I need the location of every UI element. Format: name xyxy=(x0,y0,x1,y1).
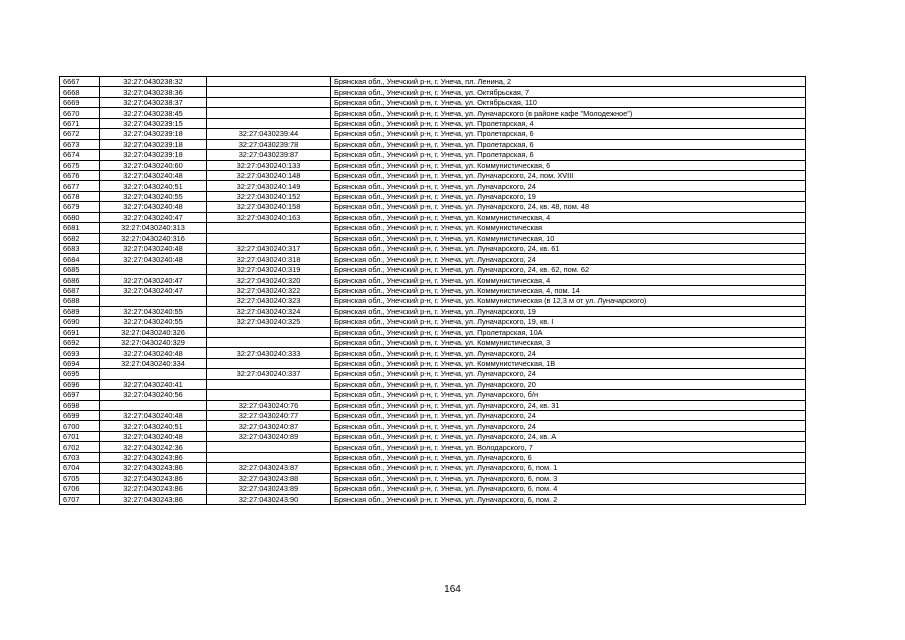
row-number-cell: 6670 xyxy=(60,108,100,118)
address-cell: Брянская обл., Унечский р-н, г. Унеча, ул. Пролетарская, 4 xyxy=(331,118,806,128)
table-row xyxy=(60,484,806,494)
address-cell: Брянская обл., Унечский р-н, г. Унеча, ул. Луначарского, 24, кв. А xyxy=(331,431,806,441)
address-cell: Брянская обл., Унечский р-н, г. Унеча, ул. Володарского, 7 xyxy=(331,442,806,452)
address-cell: Брянская обл., Унечский р-н, г. Унеча, ул. Луначарского, 24, кв. 62, пом. 62 xyxy=(331,264,806,274)
linked-cadastral-number-cell: 32:27:0430240:148 xyxy=(207,170,331,180)
address-cell: Брянская обл., Унечский р-н, г. Унеча, ул. Луначарского, 24 xyxy=(331,411,806,421)
linked-cadastral-number-cell: 32:27:0430240:149 xyxy=(207,181,331,191)
cadastral-number-cell: 32:27:0430240:48 xyxy=(100,431,207,441)
cadastral-number-cell: 32:27:0430243:86 xyxy=(100,494,207,504)
cadastral-number-cell: 32:27:0430243:86 xyxy=(100,484,207,494)
linked-cadastral-number-cell xyxy=(207,337,331,347)
table-row xyxy=(60,285,806,295)
table-row xyxy=(60,379,806,389)
row-number-cell: 6675 xyxy=(60,160,100,170)
address-cell: Брянская обл., Унечский р-н, г. Унеча, ул. Луначарского (в районе кафе "Молодежное") xyxy=(331,108,806,118)
address-cell: Брянская обл., Унечский р-н, г. Унеча, ул. Октябрьская, 7 xyxy=(331,87,806,97)
address-cell: Брянская обл., Унечский р-н, г. Унеча, ул. Луначарского, б/н xyxy=(331,390,806,400)
linked-cadastral-number-cell: 32:27:0430240:324 xyxy=(207,306,331,316)
page-number: 164 xyxy=(444,584,461,595)
cadastral-number-cell: 32:27:0430240:47 xyxy=(100,275,207,285)
row-number-cell: 6692 xyxy=(60,337,100,347)
table-row xyxy=(60,108,806,118)
table-row xyxy=(60,264,806,274)
row-number-cell: 6704 xyxy=(60,463,100,473)
cadastral-number-cell: 32:27:0430240:316 xyxy=(100,233,207,243)
address-cell: Брянская обл., Унечский р-н, г. Унеча, ул. Пролетарская, 6 xyxy=(331,139,806,149)
address-cell: Брянская обл., Унечский р-н, г. Унеча, ул. Пролетарская, 10А xyxy=(331,327,806,337)
address-cell: Брянская обл., Унечский р-н, г. Унеча, ул. Коммунистическая, 4, пом. 14 xyxy=(331,285,806,295)
cadastral-number-cell: 32:27:0430240:313 xyxy=(100,223,207,233)
table-row xyxy=(60,191,806,201)
cadastral-number-cell xyxy=(100,296,207,306)
table-row xyxy=(60,431,806,441)
table-row xyxy=(60,202,806,212)
address-cell: Брянская обл., Унечский р-н, г. Унеча, пл. Ленина, 2 xyxy=(331,77,806,87)
cadastral-number-cell xyxy=(100,264,207,274)
linked-cadastral-number-cell: 32:27:0430240:320 xyxy=(207,275,331,285)
linked-cadastral-number-cell xyxy=(207,390,331,400)
table-row xyxy=(60,400,806,410)
cadastral-number-cell: 32:27:0430240:47 xyxy=(100,285,207,295)
cadastral-number-cell: 32:27:0430240:51 xyxy=(100,421,207,431)
address-cell: Брянская обл., Унечский р-н, г. Унеча, ул. Коммунистическая xyxy=(331,223,806,233)
cadastral-number-cell xyxy=(100,369,207,379)
address-cell: Брянская обл., Унечский р-н, г. Унеча, ул. Луначарского, 6 xyxy=(331,452,806,462)
linked-cadastral-number-cell: 32:27:0430240:152 xyxy=(207,191,331,201)
address-cell: Брянская обл., Унечский р-н, г. Унеча, ул. Луначарского, 24, кв. 48, пом. 48 xyxy=(331,202,806,212)
row-number-cell: 6669 xyxy=(60,97,100,107)
linked-cadastral-number-cell xyxy=(207,233,331,243)
row-number-cell: 6697 xyxy=(60,390,100,400)
cadastral-number-cell: 32:27:0430239:15 xyxy=(100,118,207,128)
table-row xyxy=(60,233,806,243)
row-number-cell: 6687 xyxy=(60,285,100,295)
linked-cadastral-number-cell: 32:27:0430240:333 xyxy=(207,348,331,358)
cadastral-number-cell: 32:27:0430240:334 xyxy=(100,358,207,368)
linked-cadastral-number-cell: 32:27:0430240:77 xyxy=(207,411,331,421)
table-row xyxy=(60,118,806,128)
row-number-cell: 6701 xyxy=(60,431,100,441)
row-number-cell: 6685 xyxy=(60,264,100,274)
address-cell: Брянская обл., Унечский р-н, г. Унеча, ул. Коммунистическая, 4 xyxy=(331,275,806,285)
address-cell: Брянская обл., Унечский р-н, г. Унеча, ул. Луначарского, 19 xyxy=(331,191,806,201)
table-row xyxy=(60,296,806,306)
cadastral-number-cell: 32:27:0430240:48 xyxy=(100,411,207,421)
address-cell: Брянская обл., Унечский р-н, г. Унеча, ул. Луначарского, 19 xyxy=(331,306,806,316)
address-cell: Брянская обл., Унечский р-н, г. Унеча, ул. Луначарского, 24, пом. XVIII xyxy=(331,170,806,180)
table-row xyxy=(60,494,806,504)
row-number-cell: 6680 xyxy=(60,212,100,222)
cadastral-number-cell: 32:27:0430238:37 xyxy=(100,97,207,107)
cadastral-number-cell: 32:27:0430239:18 xyxy=(100,139,207,149)
linked-cadastral-number-cell: 32:27:0430240:319 xyxy=(207,264,331,274)
linked-cadastral-number-cell: 32:27:0430240:325 xyxy=(207,317,331,327)
row-number-cell: 6703 xyxy=(60,452,100,462)
cadastral-number-cell: 32:27:0430243:86 xyxy=(100,463,207,473)
linked-cadastral-number-cell xyxy=(207,442,331,452)
row-number-cell: 6690 xyxy=(60,317,100,327)
table-row xyxy=(60,181,806,191)
address-cell: Брянская обл., Унечский р-н, г. Унеча, ул. Луначарского, 6, пом. 1 xyxy=(331,463,806,473)
linked-cadastral-number-cell xyxy=(207,358,331,368)
address-cell: Брянская обл., Унечский р-н, г. Унеча, ул. Луначарского, 24 xyxy=(331,181,806,191)
address-cell: Брянская обл., Унечский р-н, г. Унеча, ул. Луначарского, 24, кв. 31 xyxy=(331,400,806,410)
row-number-cell: 6700 xyxy=(60,421,100,431)
row-number-cell: 6696 xyxy=(60,379,100,389)
row-number-cell: 6681 xyxy=(60,223,100,233)
row-number-cell: 6684 xyxy=(60,254,100,264)
row-number-cell: 6691 xyxy=(60,327,100,337)
address-cell: Брянская обл., Унечский р-н, г. Унеча, ул. Коммунистическая, 4 xyxy=(331,212,806,222)
linked-cadastral-number-cell: 32:27:0430243:90 xyxy=(207,494,331,504)
row-number-cell: 6674 xyxy=(60,150,100,160)
table-row xyxy=(60,442,806,452)
cadastral-number-cell: 32:27:0430238:45 xyxy=(100,108,207,118)
linked-cadastral-number-cell: 32:27:0430240:322 xyxy=(207,285,331,295)
linked-cadastral-number-cell: 32:27:0430239:78 xyxy=(207,139,331,149)
linked-cadastral-number-cell: 32:27:0430240:318 xyxy=(207,254,331,264)
cadastral-number-cell: 32:27:0430240:329 xyxy=(100,337,207,347)
cadastral-number-cell: 32:27:0430240:55 xyxy=(100,317,207,327)
cadastral-number-cell: 32:27:0430240:55 xyxy=(100,306,207,316)
address-cell: Брянская обл., Унечский р-н, г. Унеча, ул. Коммунистическая, 6 xyxy=(331,160,806,170)
table-row xyxy=(60,390,806,400)
address-cell: Брянская обл., Унечский р-н, г. Унеча, ул. Коммунистическая, 3 xyxy=(331,337,806,347)
address-cell: Брянская обл., Унечский р-н, г. Унеча, ул. Луначарского, 6, пом. 2 xyxy=(331,494,806,504)
table-row xyxy=(60,348,806,358)
address-cell: Брянская обл., Унечский р-н, г. Унеча, ул. Луначарского, 24 xyxy=(331,369,806,379)
cadastral-number-cell: 32:27:0430240:326 xyxy=(100,327,207,337)
cadastral-number-cell: 32:27:0430238:32 xyxy=(100,77,207,87)
row-number-cell: 6683 xyxy=(60,244,100,254)
table-row xyxy=(60,150,806,160)
linked-cadastral-number-cell xyxy=(207,223,331,233)
row-number-cell: 6705 xyxy=(60,473,100,483)
cadastral-number-cell: 32:27:0430240:47 xyxy=(100,212,207,222)
table-row xyxy=(60,337,806,347)
linked-cadastral-number-cell xyxy=(207,77,331,87)
cadastral-number-cell: 32:27:0430238:36 xyxy=(100,87,207,97)
address-cell: Брянская обл., Унечский р-н, г. Унеча, ул. Луначарского, 20 xyxy=(331,379,806,389)
linked-cadastral-number-cell xyxy=(207,452,331,462)
cadastral-number-cell xyxy=(100,400,207,410)
table-row xyxy=(60,369,806,379)
address-cell: Брянская обл., Унечский р-н, г. Унеча, ул. Луначарского, 24 xyxy=(331,348,806,358)
table-row xyxy=(60,452,806,462)
table-row xyxy=(60,411,806,421)
linked-cadastral-number-cell xyxy=(207,87,331,97)
cadastral-number-cell: 32:27:0430240:48 xyxy=(100,244,207,254)
row-number-cell: 6676 xyxy=(60,170,100,180)
table-row xyxy=(60,129,806,139)
row-number-cell: 6693 xyxy=(60,348,100,358)
linked-cadastral-number-cell xyxy=(207,118,331,128)
row-number-cell: 6694 xyxy=(60,358,100,368)
row-number-cell: 6699 xyxy=(60,411,100,421)
row-number-cell: 6667 xyxy=(60,77,100,87)
table-row xyxy=(60,421,806,431)
address-cell: Брянская обл., Унечский р-н, г. Унеча, ул. Луначарского, 24 xyxy=(331,421,806,431)
linked-cadastral-number-cell: 32:27:0430240:158 xyxy=(207,202,331,212)
address-cell: Брянская обл., Унечский р-н, г. Унеча, ул. Луначарского, 6, пом. 3 xyxy=(331,473,806,483)
row-number-cell: 6677 xyxy=(60,181,100,191)
row-number-cell: 6707 xyxy=(60,494,100,504)
address-cell: Брянская обл., Унечский р-н, г. Унеча, ул. Коммунистическая, 10 xyxy=(331,233,806,243)
linked-cadastral-number-cell: 32:27:0430240:89 xyxy=(207,431,331,441)
registry-table xyxy=(59,76,806,505)
cadastral-number-cell: 32:27:0430243:86 xyxy=(100,473,207,483)
registry-table-body xyxy=(60,77,806,505)
linked-cadastral-number-cell xyxy=(207,108,331,118)
address-cell: Брянская обл., Унечский р-н, г. Унеча, ул. Луначарского, 24 xyxy=(331,254,806,264)
row-number-cell: 6671 xyxy=(60,118,100,128)
row-number-cell: 6695 xyxy=(60,369,100,379)
cadastral-number-cell: 32:27:0430243:86 xyxy=(100,452,207,462)
row-number-cell: 6668 xyxy=(60,87,100,97)
table-row xyxy=(60,223,806,233)
linked-cadastral-number-cell xyxy=(207,379,331,389)
address-cell: Брянская обл., Унечский р-н, г. Унеча, ул. Коммунистическая (в 12,3 м от ул. Луначарского) xyxy=(331,296,806,306)
row-number-cell: 6706 xyxy=(60,484,100,494)
table-row xyxy=(60,254,806,264)
address-cell: Брянская обл., Унечский р-н, г. Унеча, ул. Луначарского, 6, пом. 4 xyxy=(331,484,806,494)
cadastral-number-cell: 32:27:0430239:18 xyxy=(100,129,207,139)
table-row xyxy=(60,473,806,483)
linked-cadastral-number-cell: 32:27:0430243:87 xyxy=(207,463,331,473)
cadastral-number-cell: 32:27:0430240:55 xyxy=(100,191,207,201)
cadastral-number-cell: 32:27:0430240:48 xyxy=(100,348,207,358)
linked-cadastral-number-cell xyxy=(207,97,331,107)
table-row xyxy=(60,212,806,222)
table-row xyxy=(60,77,806,87)
cadastral-number-cell: 32:27:0430239:18 xyxy=(100,150,207,160)
table-row xyxy=(60,463,806,473)
row-number-cell: 6698 xyxy=(60,400,100,410)
cadastral-number-cell: 32:27:0430240:48 xyxy=(100,202,207,212)
row-number-cell: 6688 xyxy=(60,296,100,306)
cadastral-number-cell: 32:27:0430240:41 xyxy=(100,379,207,389)
cadastral-number-cell: 32:27:0430242:36 xyxy=(100,442,207,452)
table-row xyxy=(60,170,806,180)
address-cell: Брянская обл., Унечский р-н, г. Унеча, ул. Пролетарская, 6 xyxy=(331,129,806,139)
linked-cadastral-number-cell: 32:27:0430243:89 xyxy=(207,484,331,494)
table-row xyxy=(60,139,806,149)
row-number-cell: 6689 xyxy=(60,306,100,316)
cadastral-number-cell: 32:27:0430240:48 xyxy=(100,170,207,180)
cadastral-number-cell: 32:27:0430240:56 xyxy=(100,390,207,400)
table-row xyxy=(60,275,806,285)
table-row xyxy=(60,317,806,327)
linked-cadastral-number-cell: 32:27:0430240:133 xyxy=(207,160,331,170)
table-row xyxy=(60,306,806,316)
row-number-cell: 6682 xyxy=(60,233,100,243)
row-number-cell: 6702 xyxy=(60,442,100,452)
cadastral-number-cell: 32:27:0430240:48 xyxy=(100,254,207,264)
linked-cadastral-number-cell: 32:27:0430239:87 xyxy=(207,150,331,160)
linked-cadastral-number-cell: 32:27:0430240:87 xyxy=(207,421,331,431)
address-cell: Брянская обл., Унечский р-н, г. Унеча, ул. Коммунистическая, 1В xyxy=(331,358,806,368)
linked-cadastral-number-cell: 32:27:0430239:44 xyxy=(207,129,331,139)
row-number-cell: 6686 xyxy=(60,275,100,285)
linked-cadastral-number-cell: 32:27:0430243:88 xyxy=(207,473,331,483)
row-number-cell: 6679 xyxy=(60,202,100,212)
address-cell: Брянская обл., Унечский р-н, г. Унеча, ул. Октябрьская, 110 xyxy=(331,97,806,107)
table-row xyxy=(60,160,806,170)
linked-cadastral-number-cell: 32:27:0430240:323 xyxy=(207,296,331,306)
address-cell: Брянская обл., Унечский р-н, г. Унеча, ул. Луначарского, 24, кв. 61 xyxy=(331,244,806,254)
address-cell: Брянская обл., Унечский р-н, г. Унеча, ул. Луначарского, 19, кв. I xyxy=(331,317,806,327)
address-cell: Брянская обл., Унечский р-н, г. Унеча, ул. Пролетарская, 6 xyxy=(331,150,806,160)
row-number-cell: 6678 xyxy=(60,191,100,201)
row-number-cell: 6672 xyxy=(60,129,100,139)
table-row xyxy=(60,358,806,368)
table-row xyxy=(60,244,806,254)
cadastral-number-cell: 32:27:0430240:51 xyxy=(100,181,207,191)
table-row xyxy=(60,87,806,97)
linked-cadastral-number-cell: 32:27:0430240:163 xyxy=(207,212,331,222)
cadastral-number-cell: 32:27:0430240:60 xyxy=(100,160,207,170)
row-number-cell: 6673 xyxy=(60,139,100,149)
linked-cadastral-number-cell: 32:27:0430240:317 xyxy=(207,244,331,254)
linked-cadastral-number-cell xyxy=(207,327,331,337)
linked-cadastral-number-cell: 32:27:0430240:337 xyxy=(207,369,331,379)
table-row xyxy=(60,97,806,107)
table-row xyxy=(60,327,806,337)
linked-cadastral-number-cell: 32:27:0430240:76 xyxy=(207,400,331,410)
